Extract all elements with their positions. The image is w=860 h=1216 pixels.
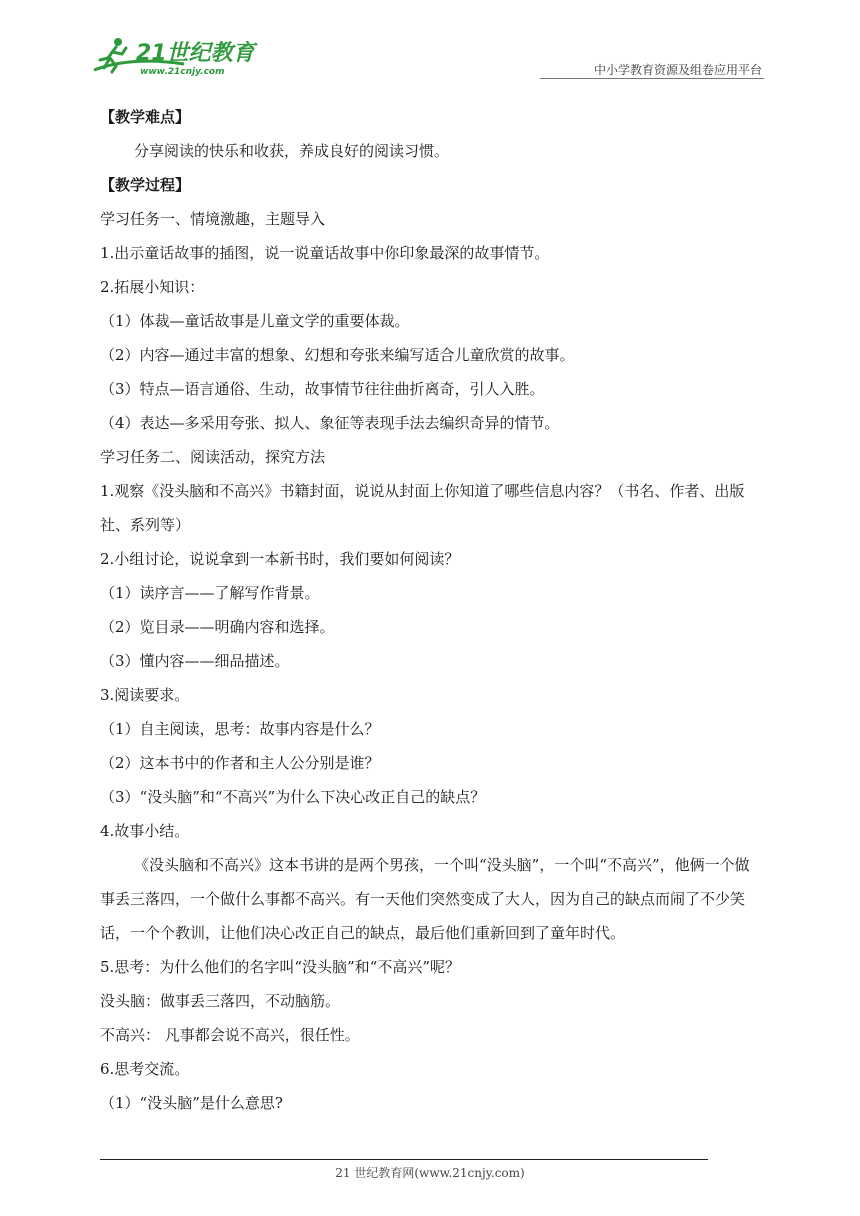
paragraph: 不高兴： 凡事都会说不高兴，很任性。 xyxy=(100,1026,360,1044)
paragraph: 3.阅读要求。 xyxy=(100,686,190,704)
paragraph: （2）内容—通过丰富的想象、幻想和夸张来编写适合儿童欣赏的故事。 xyxy=(100,346,575,364)
paragraph: （1）“没头脑”是什么意思? xyxy=(100,1094,283,1112)
section-heading: 【教学难点】 xyxy=(100,108,191,126)
paragraph: （1）读序言——了解写作背景。 xyxy=(100,584,320,602)
paragraph: （3）特点—语言通俗、生动，故事情节往往曲折离奇，引人入胜。 xyxy=(100,380,545,398)
platform-label: 中小学教育资源及组卷应用平台 xyxy=(593,63,762,77)
paragraph: （3）“没头脑”和“不高兴”为什么下决心改正自己的缺点？ xyxy=(100,788,486,806)
header-divider xyxy=(540,78,764,79)
paragraph: 学习任务一、情境激趣，主题导入 xyxy=(100,210,326,228)
page-header xyxy=(0,0,860,80)
logo-text: 21世纪教育 xyxy=(136,41,255,66)
logo-url: www.21cnjy.com xyxy=(140,67,225,77)
footer-text: 21 世纪教育网(www.21cnjy.com) xyxy=(335,1166,525,1180)
paragraph: 2.拓展小知识： xyxy=(100,278,205,296)
paragraph: 分享阅读的快乐和收获，养成良好的阅读习惯。 xyxy=(134,142,450,160)
paragraph: 没头脑：做事丢三落四，不动脑筋。 xyxy=(100,992,341,1010)
paragraph: 6.思考交流。 xyxy=(100,1060,190,1078)
paragraph: （1）自主阅读，思考：故事内容是什么？ xyxy=(100,720,380,738)
paragraph: 学习任务二、阅读活动，探究方法 xyxy=(100,448,326,466)
paragraph: 2.小组讨论，说说拿到一本新书时，我们要如何阅读？ xyxy=(100,550,460,568)
paragraph: （2）这本书中的作者和主人公分别是谁？ xyxy=(100,754,380,772)
paragraph: （4）表达—多采用夸张、拟人、象征等表现手法去编织奇异的情节。 xyxy=(100,414,560,432)
paragraph: 《没头脑和不高兴》这本书讲的是两个男孩，一个叫“没头脑”，一个叫“不高兴”，他俩一个做事丢三落四，一个做什么事都不高兴。有一天他们突然变成了大人，因为自己的缺点而闹了不少笑话，一个个教训，让他们决心改正自己的缺点，最后他们重新回到了童年时代。 xyxy=(100,856,750,942)
paragraph: （3）懂内容——细品描述。 xyxy=(100,652,290,670)
logo xyxy=(92,34,262,78)
paragraph: （1）体裁—童话故事是儿童文学的重要体裁。 xyxy=(100,312,410,330)
footer-divider xyxy=(100,1159,708,1160)
section-heading: 【教学过程】 xyxy=(100,176,191,194)
document-body xyxy=(100,100,764,1120)
paragraph: （2）览目录——明确内容和选择。 xyxy=(100,618,335,636)
runner-logo-icon xyxy=(92,34,262,78)
paragraph: 1.观察《没头脑和不高兴》书籍封面，说说从封面上你知道了哪些信息内容？（书名、作者、出版社、系列等） xyxy=(100,482,745,534)
paragraph: 4.故事小结。 xyxy=(100,822,190,840)
paragraph: 1.出示童话故事的插图，说一说童话故事中你印象最深的故事情节。 xyxy=(100,244,550,262)
paragraph: 5.思考：为什么他们的名字叫“没头脑”和“不高兴”呢？ xyxy=(100,958,460,976)
